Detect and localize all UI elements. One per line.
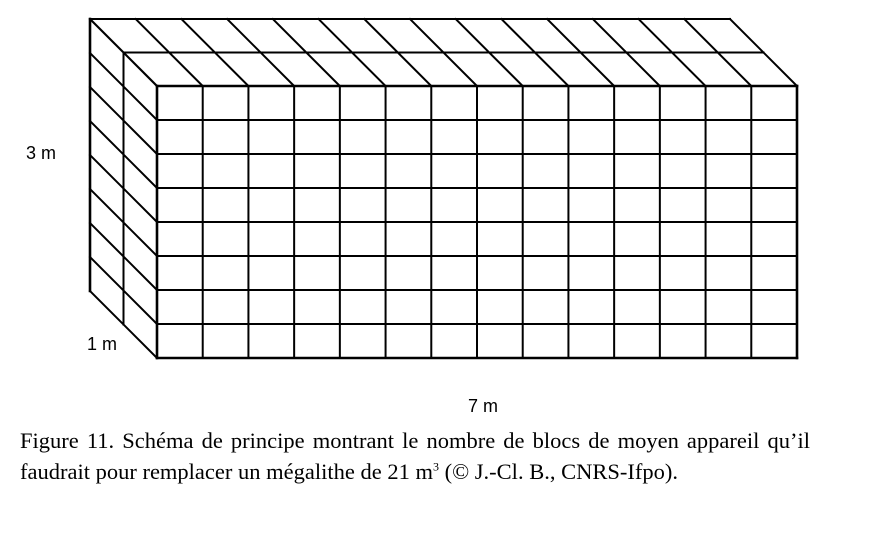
depth-dimension-label: 1 m [87,334,118,354]
figure-caption [20,425,810,487]
height-dimension-label: 3 m [26,143,57,163]
caption-text: Figure 11. Schéma de principe montrant le nombre de blocs de moyen appareil qu’il faudrait pour remplacer un mégalithe de 21 m [20,428,810,484]
width-dimension-label: 7 m [468,396,499,416]
caption-superscript: 3 [432,459,439,474]
caption-text-tail: (© J.-Cl. B., CNRS-Ifpo). [438,459,678,484]
